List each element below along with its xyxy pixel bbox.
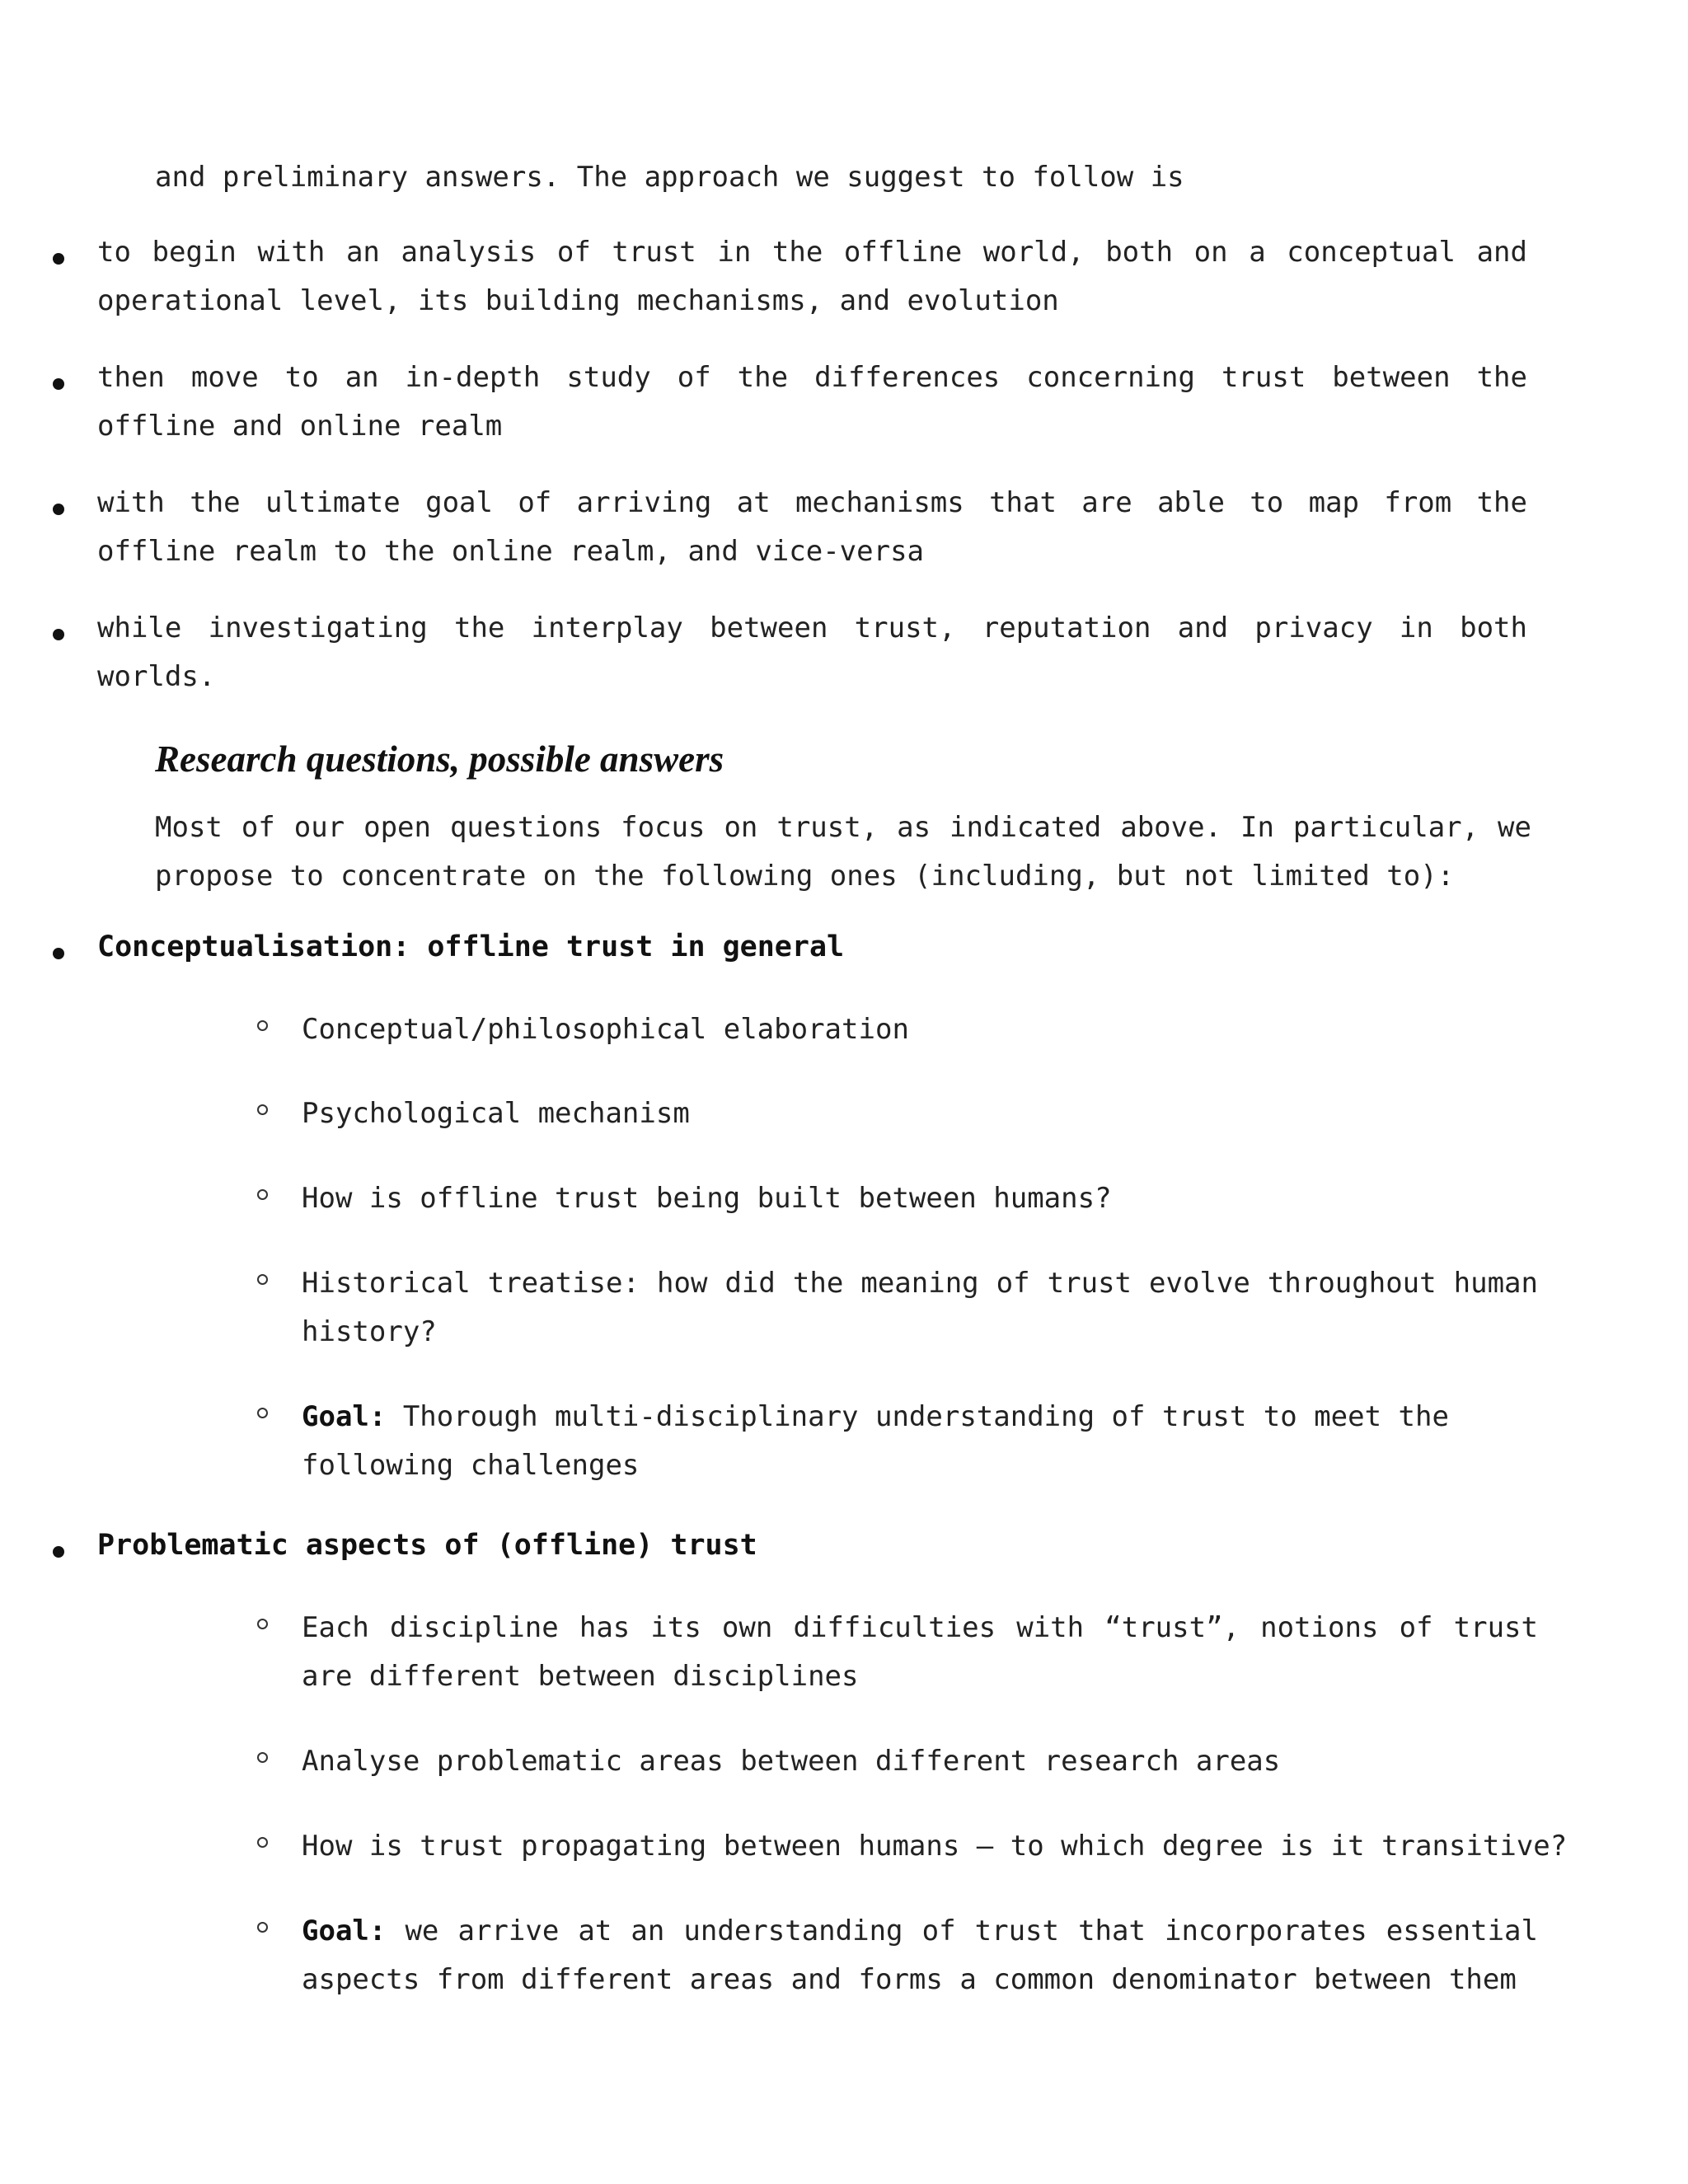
goal-text: Thorough multi-disciplinary understanding of trust to meet the following challenges xyxy=(302,1400,1449,1482)
circle-bullet xyxy=(257,1408,268,1418)
subitem-text: Historical treatise: how did the meaning of trust evolve throughout human history? xyxy=(302,1267,1538,1348)
approach-item-text: then move to an in-depth study of the differences concerning trust between the offline and online realm xyxy=(97,361,1527,443)
intro-line: and preliminary answers. The approach we suggest to follow is xyxy=(155,161,1184,194)
circle-bullet xyxy=(257,1020,268,1031)
approach-item-text: while investigating the interplay between trust, reputation and privacy in both worlds. xyxy=(97,612,1527,693)
section-paragraph: Most of our open questions focus on trust, as indicated above. In particular, we propose to concentrate on the following ones (including, but not limited to): xyxy=(155,811,1531,893)
goal-label: Goal: xyxy=(302,1915,387,1947)
bullet-dot xyxy=(53,948,64,959)
bullet-dot xyxy=(53,629,64,640)
subitem-text: Analyse problematic areas between different research areas xyxy=(302,1745,1281,1778)
bullet-dot xyxy=(53,378,64,390)
subitem-text: Conceptual/philosophical elaboration xyxy=(302,1013,909,1046)
circle-bullet xyxy=(257,1274,268,1285)
approach-item-text: to begin with an analysis of trust in the offline world, both on a conceptual and operational level, its building mechanisms, and evolution xyxy=(97,236,1527,317)
circle-bullet xyxy=(257,1189,268,1200)
subitem-text: Psychological mechanism xyxy=(302,1097,690,1130)
goal-text: we arrive at an understanding of trust that incorporates essential aspects from different areas and forms a common denominator between them xyxy=(302,1915,1538,1996)
subitem-text: Each discipline has its own difficulties with “trust”, notions of trust are different between disciplines xyxy=(302,1611,1538,1693)
circle-bullet xyxy=(257,1104,268,1115)
goal-label: Goal: xyxy=(302,1400,387,1433)
circle-bullet xyxy=(257,1837,268,1848)
subitem-text: How is offline trust being built between humans? xyxy=(302,1182,1112,1215)
goal-text-block xyxy=(302,1907,1538,2004)
topic-title: Problematic aspects of (offline) trust xyxy=(97,1529,757,1562)
bullet-dot xyxy=(53,253,64,265)
goal-text-block xyxy=(302,1393,1538,1490)
circle-bullet xyxy=(257,1922,268,1933)
subitem-text: How is trust propagating between humans – to which degree is it transitive? xyxy=(302,1830,1568,1863)
circle-bullet xyxy=(257,1619,268,1629)
bullet-dot xyxy=(53,504,64,515)
approach-item-text: with the ultimate goal of arriving at mechanisms that are able to map from the offline realm to the online realm, and vice-versa xyxy=(97,486,1527,568)
bullet-dot xyxy=(53,1546,64,1558)
section-heading: Research questions, possible answers xyxy=(155,738,724,780)
circle-bullet xyxy=(257,1752,268,1763)
topic-title: Conceptualisation: offline trust in general xyxy=(97,930,845,963)
